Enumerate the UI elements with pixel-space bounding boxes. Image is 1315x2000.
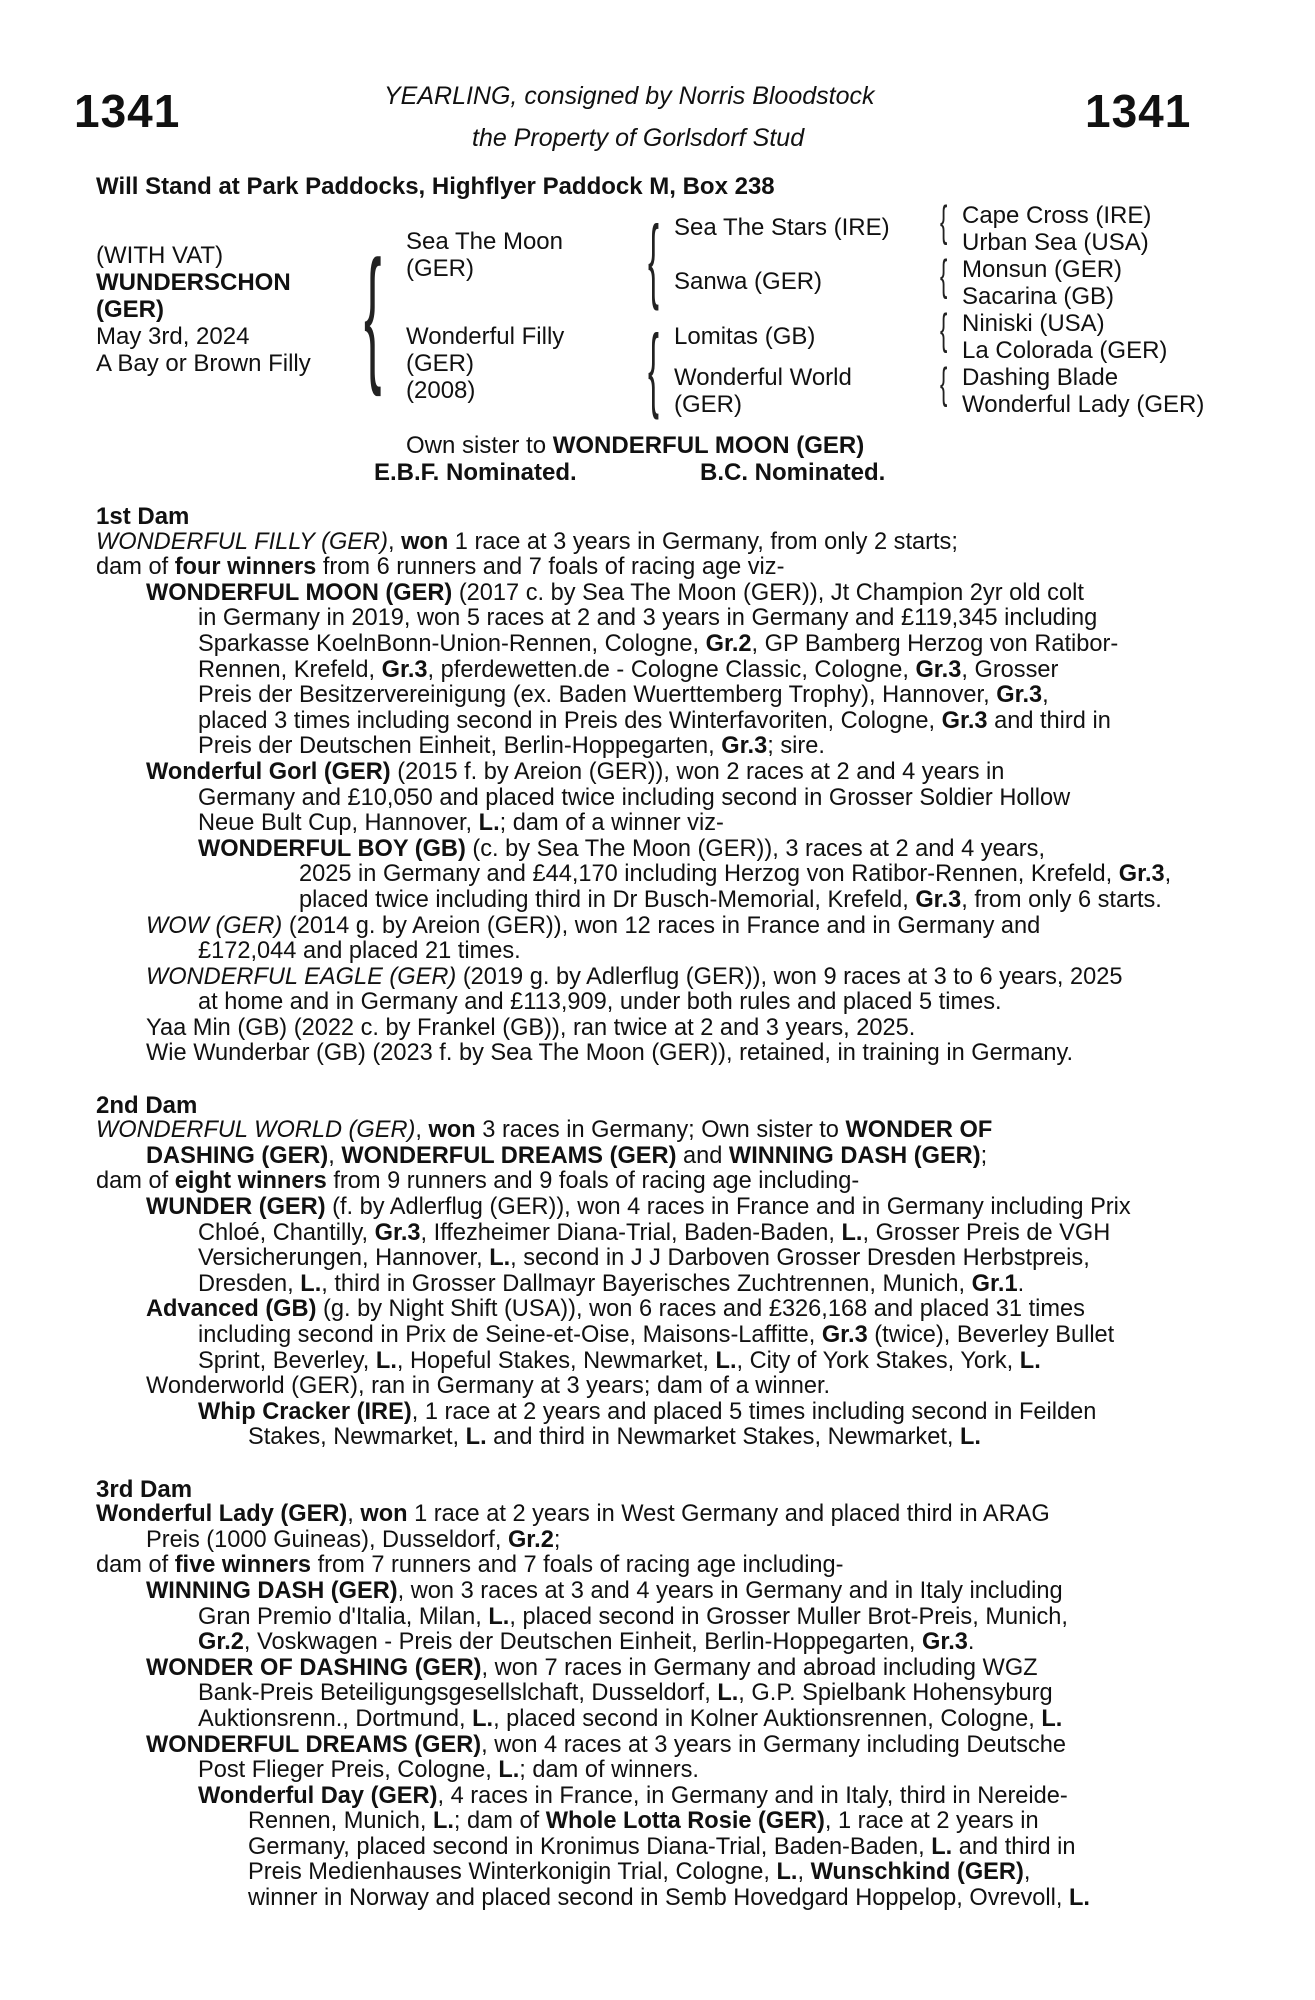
body-line: £172,044 and placed 21 times.: [198, 938, 521, 965]
pedigree-dss: Niniski (USA): [962, 310, 1105, 337]
body-line: dam of five winners from 7 runners and 7 foals of racing age including-: [96, 1552, 844, 1579]
horse-description: A Bay or Brown Filly: [96, 350, 311, 377]
body-line: WONDERFUL FILLY (GER), won 1 race at 3 years in Germany, from only 2 starts;: [96, 528, 958, 555]
body-line: placed 3 times including second in Preis des Winterfavoriten, Cologne, Gr.3 and third in: [198, 707, 1111, 734]
body-line: dam of eight winners from 9 runners and 9 foals of racing age including-: [96, 1168, 860, 1195]
body-line: Rennen, Munich, L.; dam of Whole Lotta Rosie (GER), 1 race at 2 years in: [248, 1808, 1039, 1835]
body-line: Wonderful Day (GER), 4 races in France, in Germany and in Italy, third in Nereide-: [198, 1782, 1068, 1809]
body-line: Wonderful Lady (GER), won 1 race at 2 years in West Germany and placed third in ARAG: [96, 1501, 1050, 1528]
body-line: Gr.2, Voskwagen - Preis der Deutschen Einheit, Berlin-Hoppegarten, Gr.3.: [198, 1629, 975, 1656]
body-line: Versicherungen, Hannover, L., second in J J Darboven Grosser Dresden Herbstpreis,: [198, 1245, 1090, 1272]
horse-name: WUNDERSCHON: [96, 269, 291, 296]
body-line: Sparkasse KoelnBonn-Union-Rennen, Cologne, Gr.2, GP Bamberg Herzog von Ratibor-: [198, 630, 1119, 657]
second-dam-heading: 2nd Dam: [96, 1091, 198, 1119]
body-line: WONDERFUL EAGLE (GER) (2019 g. by Adlerflug (GER)), won 9 races at 3 to 6 years, 2025: [146, 963, 1123, 990]
body-line: in Germany in 2019, won 5 races at 2 and 3 years in Germany and £119,345 including: [198, 605, 1098, 632]
body-line: Whip Cracker (IRE), 1 race at 2 years and placed 5 times including second in Feilden: [198, 1398, 1097, 1425]
body-line: winner in Norway and placed second in Semb Hovedgard Hoppelop, Ovrevoll, L.: [248, 1885, 1090, 1912]
property-line: the Property of Gorlsdorf Stud: [472, 124, 805, 152]
body-line: Wonderworld (GER), ran in Germany at 3 years; dam of a winner.: [146, 1373, 831, 1400]
ebf-nominated: E.B.F. Nominated.: [374, 459, 577, 486]
pedigree-ssd: Urban Sea (USA): [962, 229, 1149, 256]
body-line: WUNDER (GER) (f. by Adlerflug (GER)), won 4 races in France and in Germany including Prix: [146, 1194, 1131, 1221]
pedigree-body: [96, 504, 1226, 1912]
body-line: Neue Bult Cup, Hannover, L.; dam of a winner viz-: [198, 810, 724, 837]
pedigree-sds: Monsun (GER): [962, 256, 1123, 283]
bc-nominated: B.C. Nominated.: [700, 459, 886, 486]
lot-number-right: 1341: [1085, 85, 1192, 137]
body-line: WONDERFUL WORLD (GER), won 3 races in Germany; Own sister to WONDER OF: [96, 1117, 993, 1144]
body-line: Yaa Min (GB) (2022 c. by Frankel (GB)), ran twice at 2 and 3 years, 2025.: [146, 1014, 916, 1041]
body-line: WONDERFUL MOON (GER) (2017 c. by Sea The Moon (GER)), Jt Champion 2yr old colt: [146, 579, 1084, 606]
body-line: Gran Premio d'Italia, Milan, L., placed second in Grosser Muller Brot-Preis, Munich,: [198, 1603, 1068, 1630]
body-line: Preis der Besitzervereinigung (ex. Baden Wuerttemberg Trophy), Hannover, Gr.3,: [198, 682, 1049, 709]
pedigree-sdd: Sacarina (GB): [962, 283, 1115, 310]
body-line: dam of four winners from 6 runners and 7 foals of racing age viz-: [96, 554, 785, 581]
body-line: Wonderful Gorl (GER) (2015 f. by Areion (GER)), won 2 races at 2 and 4 years in: [146, 758, 1005, 785]
body-line: Preis der Deutschen Einheit, Berlin-Hoppegarten, Gr.3; sire.: [198, 733, 825, 760]
consignment-line: YEARLING, consigned by Norris Bloodstock: [384, 82, 875, 110]
foaled-date: May 3rd, 2024: [96, 323, 250, 350]
third-dam-heading: 3rd Dam: [96, 1475, 193, 1503]
body-line: Auktionsrenn., Dortmund, L., placed second in Kolner Auktionsrennen, Cologne, L.: [198, 1705, 1063, 1732]
body-line: WONDER OF DASHING (GER), won 7 races in Germany and abroad including WGZ: [146, 1654, 1038, 1681]
pedigree-dam-dam: Wonderful World (GER): [674, 364, 852, 418]
body-line: WONDERFUL DREAMS (GER), won 4 races at 3 years in Germany including Deutsche: [146, 1731, 1066, 1758]
pedigree-brace-dd: {: [940, 359, 948, 408]
body-line: DASHING (GER), WONDERFUL DREAMS (GER) and WINNING DASH (GER);: [146, 1142, 988, 1169]
body-line: 2025 in Germany and £44,170 including Herzog von Ratibor-Rennen, Krefeld, Gr.3,: [299, 861, 1172, 888]
horse-country: (GER): [96, 296, 164, 323]
body-line: Germany, placed second in Kronimus Diana-Trial, Baden-Baden, L. and third in: [248, 1833, 1076, 1860]
body-line: Preis Medienhauses Winterkonigin Trial, Cologne, L., Wunschkind (GER),: [248, 1859, 1031, 1886]
body-line: Germany and £10,050 and placed twice including second in Grosser Soldier Hollow: [198, 784, 1071, 811]
body-line: WOW (GER) (2014 g. by Areion (GER)), won 12 races in France and in Germany and: [146, 912, 1041, 939]
body-line: Stakes, Newmarket, L. and third in Newmarket Stakes, Newmarket, L.: [248, 1424, 981, 1451]
body-line: Wie Wunderbar (GB) (2023 f. by Sea The Moon (GER)), retained, in training in Germany.: [146, 1040, 1074, 1067]
location-line: Will Stand at Park Paddocks, Highflyer Paddock M, Box 238: [96, 173, 775, 200]
vat-note: (WITH VAT): [96, 242, 224, 269]
pedigree-brace-dam: {: [648, 315, 659, 420]
pedigree-brace-sd: {: [940, 251, 948, 300]
own-sister-note: Own sister to WONDERFUL MOON (GER): [406, 432, 865, 459]
body-line: Chloé, Chantilly, Gr.3, Iffezheimer Diana-Trial, Baden-Baden, L., Grosser Preis de VGH: [198, 1219, 1111, 1246]
body-line: Rennen, Krefeld, Gr.3, pferdewetten.de - Cologne Classic, Cologne, Gr.3, Grosser: [198, 656, 1059, 683]
pedigree-brace-main: {: [364, 229, 382, 397]
body-line: Bank-Preis Beteiligungsgesellslchaft, Dusseldorf, L., G.P. Spielbank Hohensyburg: [198, 1680, 1053, 1707]
pedigree-brace-sire: {: [648, 206, 659, 311]
pedigree-dds: Dashing Blade: [962, 364, 1119, 391]
pedigree-sss: Cape Cross (IRE): [962, 202, 1152, 229]
body-line: Sprint, Beverley, L., Hopeful Stakes, Newmarket, L., City of York Stakes, York, L.: [198, 1347, 1041, 1374]
body-line: Dresden, L., third in Grosser Dallmayr Bayerisches Zuchtrennen, Munich, Gr.1.: [198, 1270, 1025, 1297]
body-line: Post Flieger Preis, Cologne, L.; dam of winners.: [198, 1757, 699, 1784]
pedigree-dsd: La Colorada (GER): [962, 337, 1168, 364]
body-line: Preis (1000 Guineas), Dusseldorf, Gr.2;: [146, 1526, 561, 1553]
pedigree-sire-sire: Sea The Stars (IRE): [674, 214, 890, 241]
pedigree-brace-ss: {: [940, 197, 948, 246]
pedigree-dam-sire: Lomitas (GB): [674, 323, 816, 350]
body-line: including second in Prix de Seine-et-Oise, Maisons-Laffitte, Gr.3 (twice), Beverley Bullet: [198, 1322, 1115, 1348]
body-line: Advanced (GB) (g. by Night Shift (USA)), won 6 races and £326,168 and placed 31 times: [146, 1296, 1085, 1323]
pedigree-sire: Sea The Moon (GER): [406, 228, 563, 282]
pedigree-dam: Wonderful Filly (GER) (2008): [406, 323, 565, 404]
body-line: at home and in Germany and £113,909, under both rules and placed 5 times.: [198, 989, 1002, 1016]
pedigree-sire-dam: Sanwa (GER): [674, 268, 823, 295]
first-dam-heading: 1st Dam: [96, 503, 190, 530]
pedigree-brace-ds: {: [940, 305, 948, 354]
body-line: placed twice including third in Dr Busch-Memorial, Krefeld, Gr.3, from only 6 starts.: [299, 886, 1162, 913]
pedigree-ddd: Wonderful Lady (GER): [962, 391, 1205, 418]
body-line: WONDERFUL BOY (GB) (c. by Sea The Moon (GER)), 3 races at 2 and 4 years,: [198, 835, 1046, 862]
body-line: WINNING DASH (GER), won 3 races at 3 and 4 years in Germany and in Italy including: [146, 1577, 1063, 1604]
lot-number-left: 1341: [74, 85, 181, 137]
